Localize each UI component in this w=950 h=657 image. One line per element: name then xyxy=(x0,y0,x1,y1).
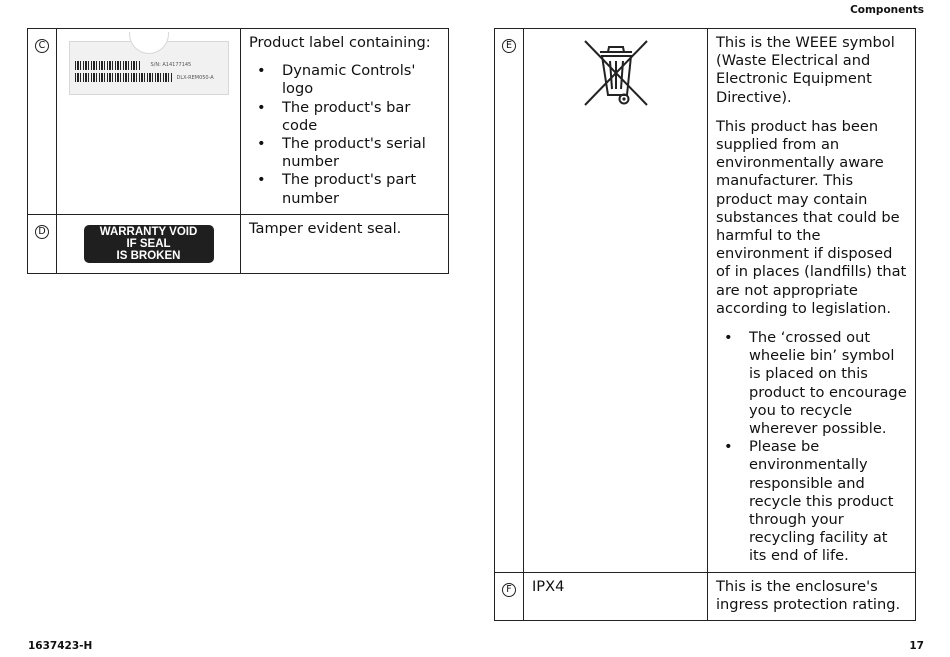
row-letter-d: D xyxy=(35,225,49,239)
seal-image-cell xyxy=(57,214,241,273)
weee-symbol-cell xyxy=(524,29,708,573)
table-row xyxy=(495,29,916,573)
list-item: • The ‘crossed out wheelie bin’ symbol is placed on this product to encourage you to recycle wherever possible. xyxy=(716,329,907,438)
table-row xyxy=(28,29,449,215)
list-item: • The product's bar code xyxy=(249,99,440,135)
description-text: This is the enclosure's ingress protection rating. xyxy=(716,577,901,613)
row-letter-f: F xyxy=(502,583,516,597)
page-number: 17 xyxy=(909,640,924,652)
barcode-icon xyxy=(75,73,173,82)
description-cell xyxy=(241,29,449,215)
list-item: • The product's part number xyxy=(249,171,440,207)
product-label-image-cell xyxy=(57,29,241,215)
description-cell xyxy=(708,572,916,620)
list-item: • Please be environmentally responsible and recycle this product through your recycling facility at its end of life. xyxy=(716,438,907,565)
components-table-left xyxy=(27,28,449,274)
list-item: • The product's serial number xyxy=(249,135,440,171)
crossed-out-wheelie-bin-icon xyxy=(581,37,651,109)
description-text: Product label containing: xyxy=(249,34,431,51)
label-part-text: DLX-REM050-A xyxy=(176,75,214,81)
ip-rating-text: IPX4 xyxy=(532,577,565,595)
description-text: Tamper evident seal. xyxy=(249,219,402,237)
row-letter-cell xyxy=(495,29,524,573)
list-item: • Dynamic Controls' logo xyxy=(249,62,440,98)
table-row xyxy=(495,572,916,620)
product-label-image xyxy=(69,41,229,95)
barcode-icon xyxy=(75,61,141,70)
section-header: Components xyxy=(850,4,924,16)
description-text: This is the WEEE symbol (Waste Electrical and Electronic Equipment Directive). xyxy=(716,34,895,106)
bullet-list xyxy=(716,329,907,566)
row-letter-e: E xyxy=(502,39,516,53)
components-table-right xyxy=(494,28,916,621)
row-letter-c: C xyxy=(35,39,49,53)
row-letter-cell xyxy=(28,214,57,273)
description-cell xyxy=(708,29,916,573)
row-letter-cell xyxy=(495,572,524,620)
warranty-seal-image: WARRANTY VOID IF SEAL IS BROKEN xyxy=(84,225,214,263)
bullet-list xyxy=(249,62,440,208)
document-number: 1637423-H xyxy=(28,640,93,652)
description-text: This product has been supplied from an environmentally aware manufacturer. This product may contain substances that could be harmful to the environment if disposed of in places (landfills) that are not appropriate according to legislation. xyxy=(716,117,907,317)
label-serial-text: S/N: A14177145 xyxy=(150,62,192,68)
row-letter-cell xyxy=(28,29,57,215)
description-cell xyxy=(241,214,449,273)
table-row xyxy=(28,214,449,273)
rating-cell xyxy=(524,572,708,620)
